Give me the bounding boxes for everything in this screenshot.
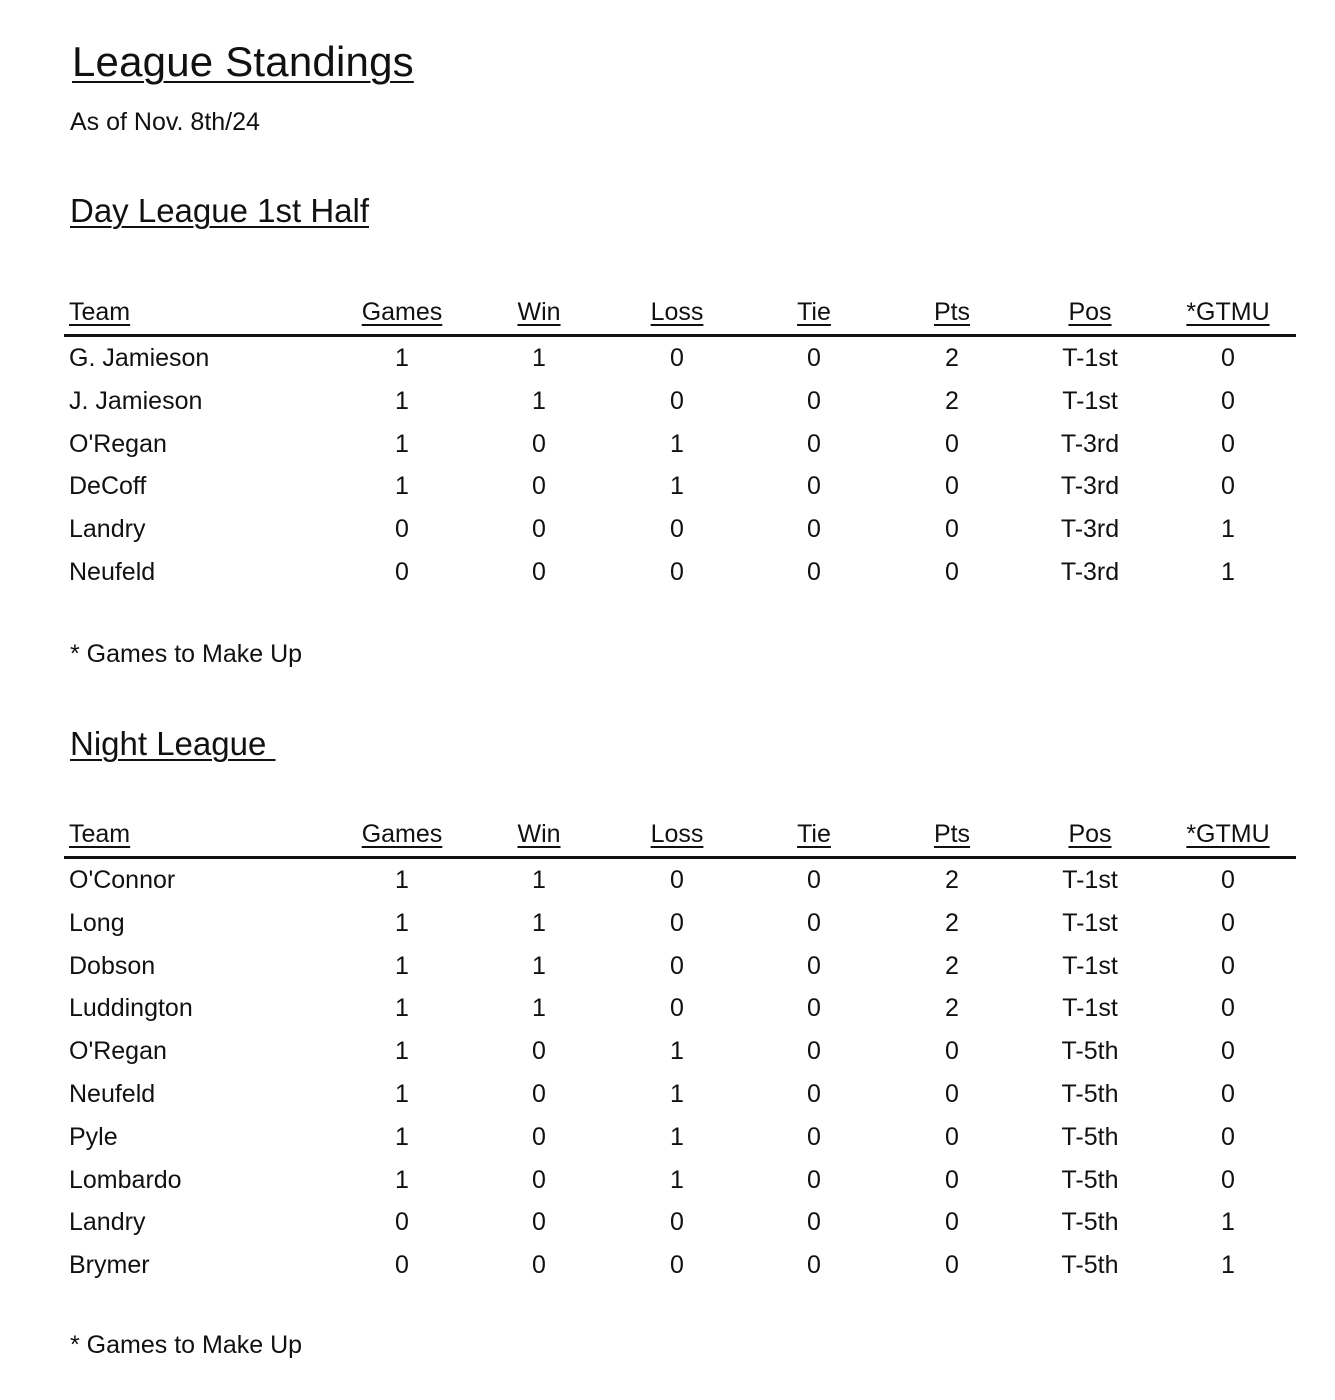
games-played: 0 <box>395 515 409 544</box>
position: T-5th <box>1061 1037 1119 1066</box>
header-gtmu: *GTMU <box>1186 820 1270 848</box>
losses: 0 <box>670 908 684 937</box>
header-loss: Loss <box>650 820 704 848</box>
team-name: G. Jamieson <box>69 344 210 372</box>
header-pts: Pts <box>933 820 971 848</box>
team-name: Landry <box>69 1208 146 1237</box>
position: T-5th <box>1061 1208 1119 1237</box>
wins: 0 <box>532 1165 546 1194</box>
wins: 1 <box>532 386 546 415</box>
team-name: O'Regan <box>69 1037 167 1066</box>
table-row <box>64 551 1296 594</box>
day-league-heading: Day League 1st Half <box>70 192 370 229</box>
games-to-make-up: 1 <box>1221 1208 1235 1237</box>
team-name: Neufeld <box>69 1079 156 1108</box>
header-pts: Pts <box>933 298 971 326</box>
header-win: Win <box>517 820 561 848</box>
position: T-1st <box>1062 386 1118 415</box>
ties: 0 <box>807 908 821 937</box>
games-to-make-up: 1 <box>1221 557 1235 586</box>
ties: 0 <box>807 1165 821 1194</box>
header-loss: Loss <box>650 298 704 326</box>
table-row <box>64 465 1296 508</box>
losses: 1 <box>670 1079 684 1108</box>
ties: 0 <box>807 1079 821 1108</box>
wins: 0 <box>532 1037 546 1066</box>
games-to-make-up: 0 <box>1221 1079 1235 1108</box>
points: 0 <box>945 1208 959 1237</box>
games-played: 1 <box>395 951 409 980</box>
team-name: O'Regan <box>69 429 167 458</box>
wins: 1 <box>532 994 546 1023</box>
ties: 0 <box>807 557 821 586</box>
losses: 1 <box>670 1165 684 1194</box>
team-name: Landry <box>69 515 146 544</box>
header-pos: Pos <box>1068 298 1112 326</box>
position: T-1st <box>1062 908 1118 937</box>
team-name: DeCoff <box>69 472 147 501</box>
page-title: League Standings <box>72 38 414 85</box>
table-row <box>64 945 1296 988</box>
table-row <box>64 1244 1296 1287</box>
team-name: Neufeld <box>69 557 156 586</box>
games-played: 1 <box>395 472 409 501</box>
table-row <box>64 380 1296 423</box>
losses: 0 <box>670 951 684 980</box>
games-played: 0 <box>395 1208 409 1237</box>
games-played: 0 <box>395 1251 409 1280</box>
team-name: Luddington <box>69 994 193 1023</box>
header-win: Win <box>517 298 561 326</box>
table-row <box>64 1201 1296 1244</box>
day-league-table <box>64 298 1296 594</box>
team-name: Pyle <box>69 1122 118 1151</box>
losses: 0 <box>670 1208 684 1237</box>
games-to-make-up: 1 <box>1221 515 1235 544</box>
points: 2 <box>945 994 959 1023</box>
ties: 0 <box>807 951 821 980</box>
table-row <box>64 1073 1296 1116</box>
team-name: Long <box>69 908 125 937</box>
losses: 0 <box>670 1251 684 1280</box>
night-league-footnote: * Games to Make Up <box>70 1331 303 1359</box>
position: T-3rd <box>1060 429 1120 458</box>
night-league-heading: Night League <box>70 725 276 762</box>
games-played: 1 <box>395 1165 409 1194</box>
ties: 0 <box>807 1251 821 1280</box>
wins: 0 <box>532 429 546 458</box>
points: 2 <box>945 344 959 372</box>
position: T-5th <box>1061 1165 1119 1194</box>
day-league-footnote: * Games to Make Up <box>70 640 303 668</box>
losses: 1 <box>670 472 684 501</box>
table-row <box>64 902 1296 945</box>
games-played: 0 <box>395 557 409 586</box>
games-to-make-up: 0 <box>1221 344 1235 372</box>
wins: 1 <box>532 951 546 980</box>
ties: 0 <box>807 386 821 415</box>
header-team: Team <box>69 820 131 848</box>
points: 0 <box>945 1037 959 1066</box>
games-to-make-up: 0 <box>1221 472 1235 501</box>
header-games: Games <box>361 298 443 326</box>
position: T-1st <box>1062 951 1118 980</box>
points: 0 <box>945 1079 959 1108</box>
points: 0 <box>945 1251 959 1280</box>
games-played: 1 <box>395 866 409 894</box>
games-to-make-up: 0 <box>1221 1037 1235 1066</box>
losses: 0 <box>670 866 684 894</box>
games-played: 1 <box>395 429 409 458</box>
ties: 0 <box>807 1037 821 1066</box>
games-played: 1 <box>395 1122 409 1151</box>
games-played: 1 <box>395 1079 409 1108</box>
position: T-5th <box>1061 1122 1119 1151</box>
points: 0 <box>945 472 959 501</box>
wins: 1 <box>532 866 546 894</box>
games-to-make-up: 0 <box>1221 1165 1235 1194</box>
header-pos: Pos <box>1068 820 1112 848</box>
losses: 0 <box>670 386 684 415</box>
as-of-date: As of Nov. 8th/24 <box>70 108 260 136</box>
table-row <box>64 1159 1296 1202</box>
wins: 0 <box>532 1208 546 1237</box>
games-to-make-up: 0 <box>1221 866 1235 894</box>
games-to-make-up: 0 <box>1221 429 1235 458</box>
losses: 1 <box>670 1122 684 1151</box>
position: T-5th <box>1061 1079 1119 1108</box>
games-played: 1 <box>395 908 409 937</box>
points: 2 <box>945 866 959 894</box>
points: 0 <box>945 1122 959 1151</box>
losses: 0 <box>670 515 684 544</box>
table-row <box>64 423 1296 466</box>
position: T-3rd <box>1060 557 1120 586</box>
games-to-make-up: 0 <box>1221 994 1235 1023</box>
games-to-make-up: 0 <box>1221 1122 1235 1151</box>
table-row <box>64 859 1296 902</box>
ties: 0 <box>807 429 821 458</box>
ties: 0 <box>807 1208 821 1237</box>
header-games: Games <box>361 820 443 848</box>
table-row <box>64 1116 1296 1159</box>
losses: 1 <box>670 1037 684 1066</box>
losses: 0 <box>670 557 684 586</box>
table-row <box>64 1030 1296 1073</box>
table-header-row <box>64 820 1296 859</box>
header-gtmu: *GTMU <box>1186 298 1270 326</box>
losses: 1 <box>670 429 684 458</box>
wins: 1 <box>532 344 546 372</box>
games-to-make-up: 0 <box>1221 951 1235 980</box>
ties: 0 <box>807 472 821 501</box>
points: 0 <box>945 515 959 544</box>
ties: 0 <box>807 1122 821 1151</box>
games-to-make-up: 0 <box>1221 386 1235 415</box>
team-name: Dobson <box>69 951 156 980</box>
team-name: J. Jamieson <box>69 386 203 415</box>
ties: 0 <box>807 866 821 894</box>
losses: 0 <box>670 994 684 1023</box>
points: 0 <box>945 1165 959 1194</box>
position: T-1st <box>1062 344 1118 372</box>
team-name: O'Connor <box>69 866 176 894</box>
header-team: Team <box>69 298 131 326</box>
ties: 0 <box>807 994 821 1023</box>
wins: 0 <box>532 557 546 586</box>
night-league-table <box>64 820 1296 1287</box>
wins: 0 <box>532 1122 546 1151</box>
ties: 0 <box>807 344 821 372</box>
table-row <box>64 337 1296 380</box>
games-played: 1 <box>395 1037 409 1066</box>
wins: 0 <box>532 1251 546 1280</box>
points: 0 <box>945 429 959 458</box>
ties: 0 <box>807 515 821 544</box>
team-name: Brymer <box>69 1251 150 1280</box>
points: 2 <box>945 908 959 937</box>
table-row <box>64 987 1296 1030</box>
table-row <box>64 508 1296 551</box>
games-to-make-up: 0 <box>1221 908 1235 937</box>
points: 2 <box>945 386 959 415</box>
points: 2 <box>945 951 959 980</box>
losses: 0 <box>670 344 684 372</box>
games-played: 1 <box>395 386 409 415</box>
header-tie: Tie <box>797 820 831 848</box>
points: 0 <box>945 557 959 586</box>
team-name: Lombardo <box>69 1165 182 1194</box>
games-played: 1 <box>395 994 409 1023</box>
position: T-5th <box>1061 1251 1119 1280</box>
position: T-1st <box>1062 994 1118 1023</box>
games-played: 1 <box>395 344 409 372</box>
table-header-row <box>64 298 1296 337</box>
wins: 0 <box>532 515 546 544</box>
games-to-make-up: 1 <box>1221 1251 1235 1280</box>
position: T-3rd <box>1060 472 1120 501</box>
wins: 0 <box>532 1079 546 1108</box>
header-tie: Tie <box>797 298 831 326</box>
wins: 1 <box>532 908 546 937</box>
position: T-3rd <box>1060 515 1120 544</box>
position: T-1st <box>1062 866 1118 894</box>
wins: 0 <box>532 472 546 501</box>
